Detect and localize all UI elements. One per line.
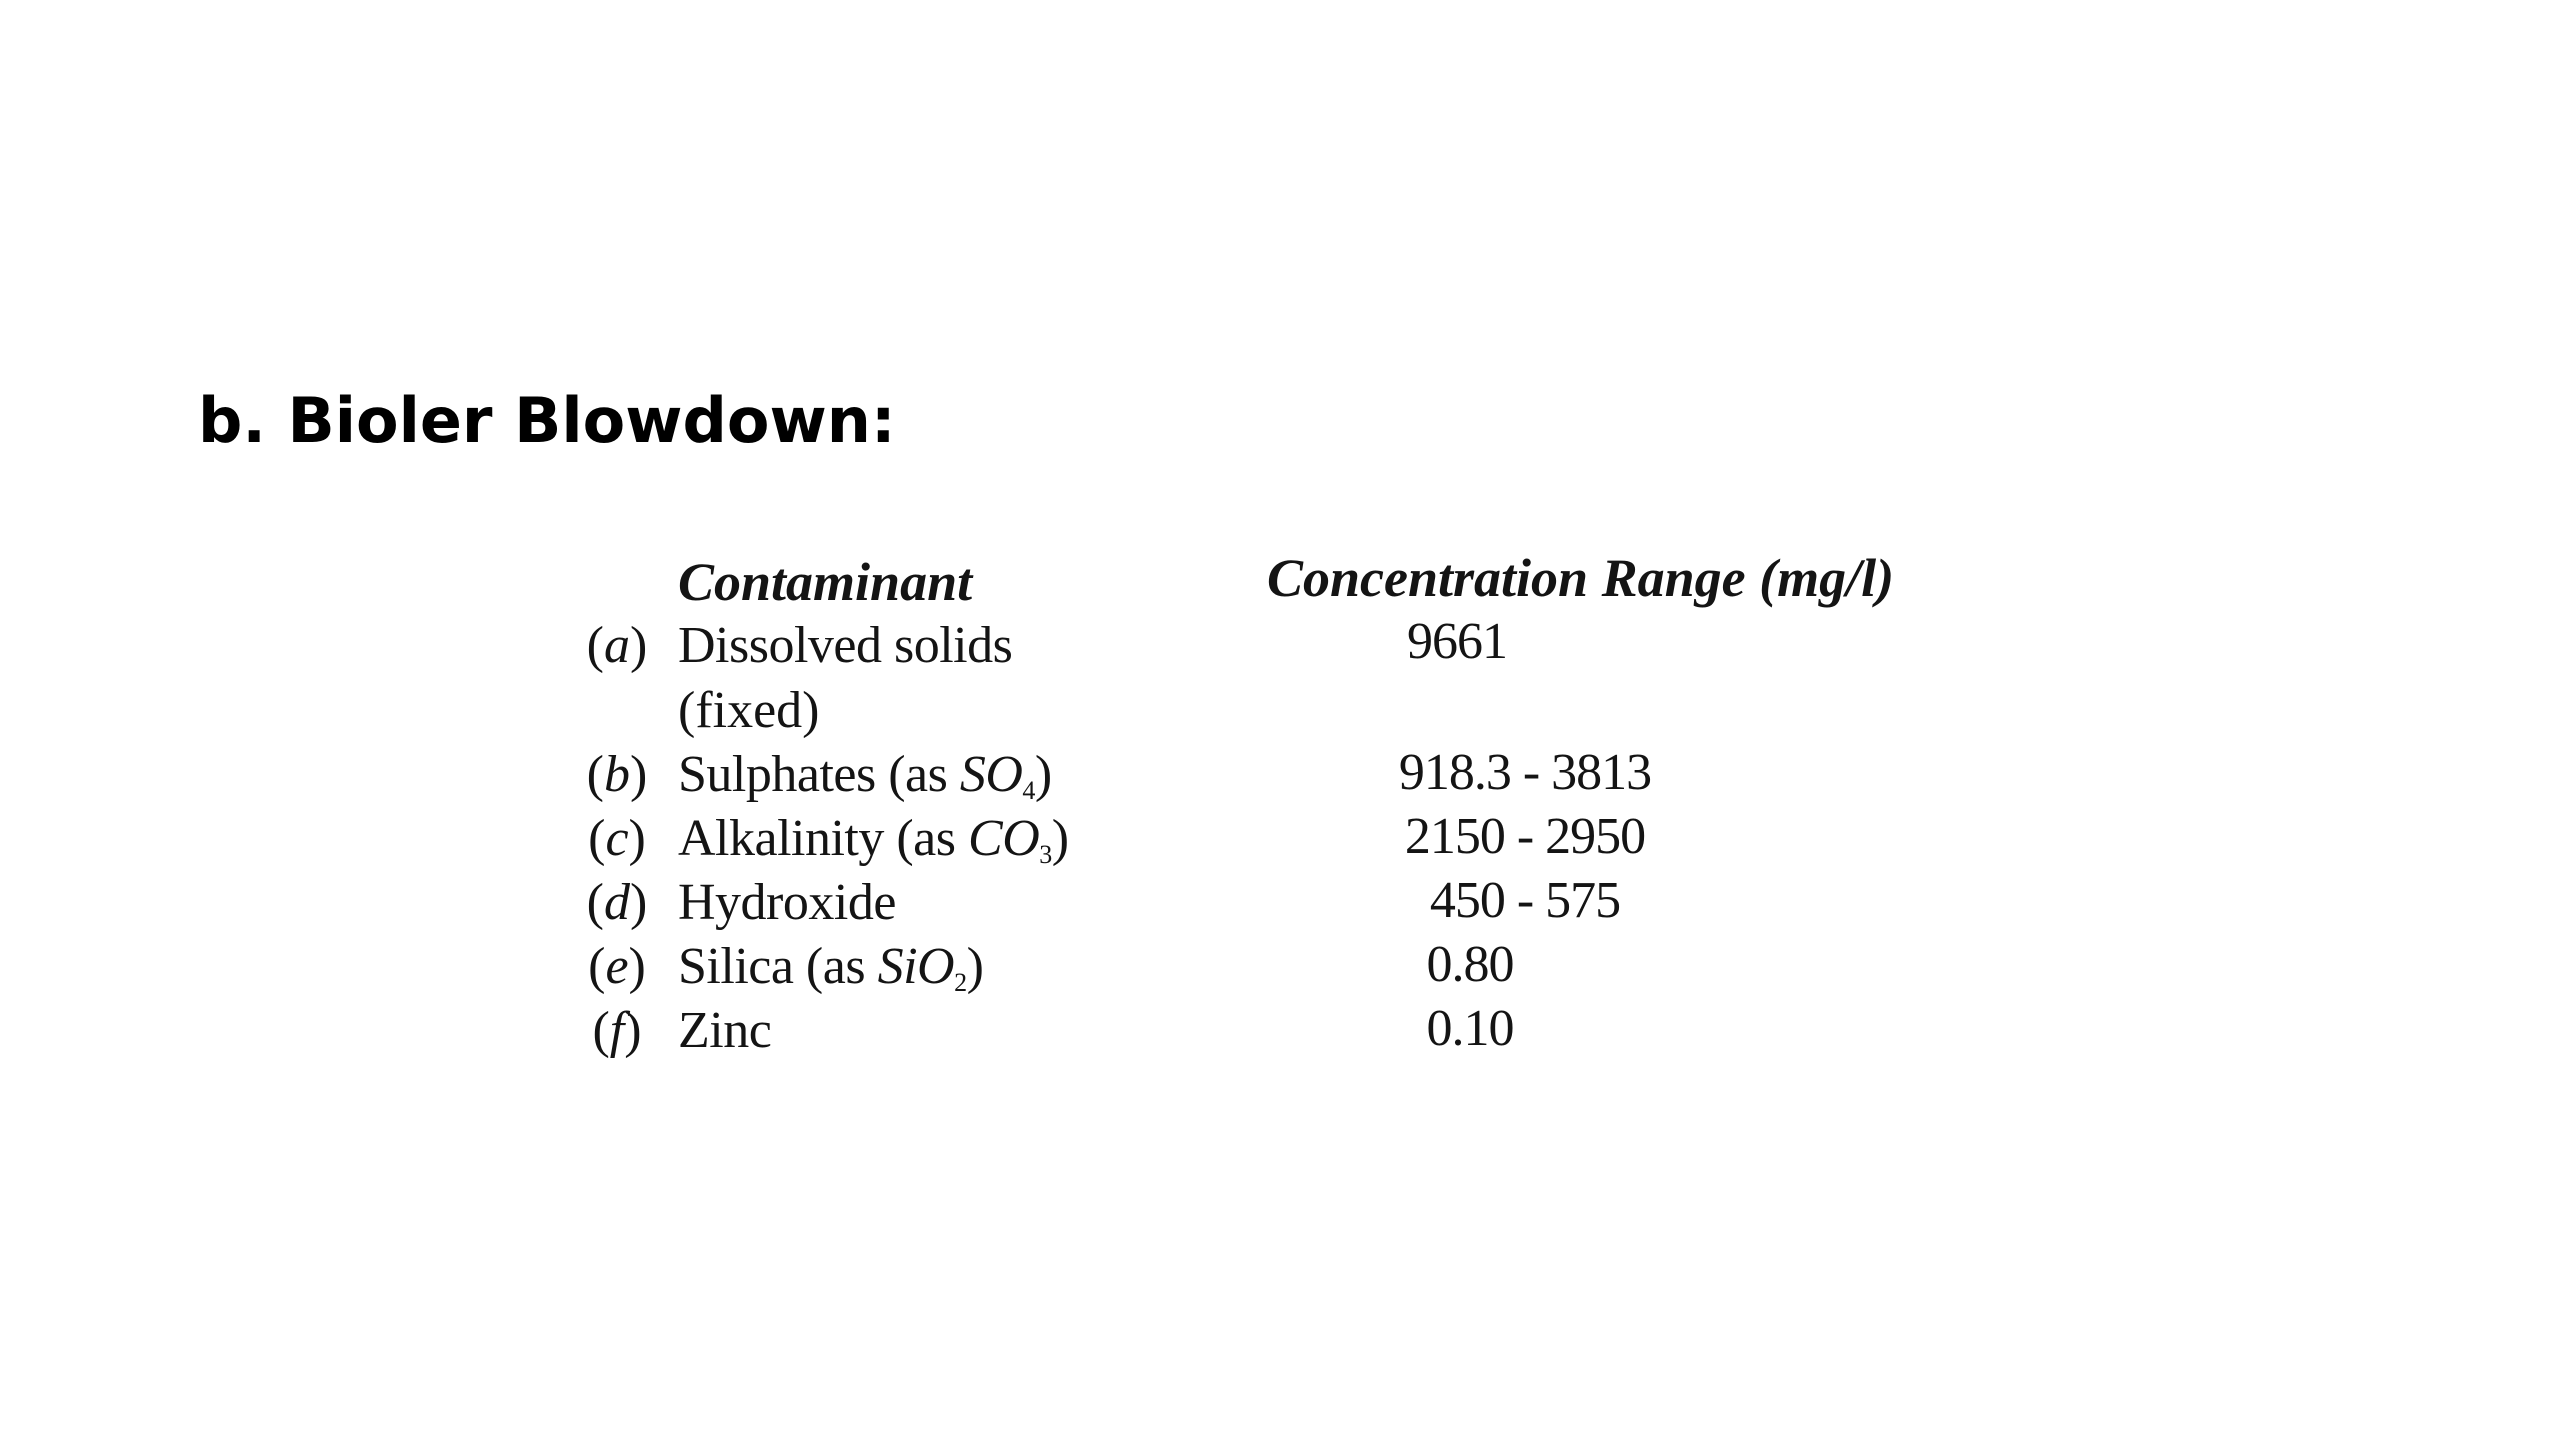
row-label: (c) [588,810,646,867]
row-label: (d) [586,874,648,931]
concentration-value: 0.80 [1426,936,1514,993]
concentration-value: 918.3 - 3813 [1398,744,1652,801]
table-row [555,872,1855,941]
row-label: (f) [592,1002,642,1059]
contaminant-name: Zinc [678,1002,772,1059]
header-contaminant: Contaminant [678,552,973,612]
table-row [555,613,1855,684]
slide-heading: b. Bioler Blowdown: [198,384,896,457]
row-label: (b) [586,746,648,803]
row-label: (a) [586,617,648,674]
contaminant-name: Dissolved solids [678,617,1013,674]
contaminant-table [555,545,1895,1085]
concentration-value: 450 - 575 [1429,872,1621,929]
concentration-value: 2150 - 2950 [1404,808,1646,865]
contaminant-name: Silica (as SiO$_2$) [678,938,984,997]
concentration-value: 0.10 [1426,1000,1514,1057]
table-row [555,744,1855,813]
table-row [555,1000,1855,1069]
concentration-value: 9661 [1407,613,1507,670]
table-row-continuation [555,682,1855,749]
contaminant-name: Sulphates (as $SO_4$) [678,746,1052,805]
contaminant-name: Alkalinity (as $CO_3$) [678,810,1069,869]
header-concentration-range: Concentration Range (mg/l) [1267,548,1895,608]
contaminant-name-continuation: (fixed) [678,682,820,739]
contaminant-name: Hydroxide [678,874,896,931]
table-row [555,808,1855,877]
row-label: (e) [588,938,646,995]
table-row [555,936,1855,1005]
